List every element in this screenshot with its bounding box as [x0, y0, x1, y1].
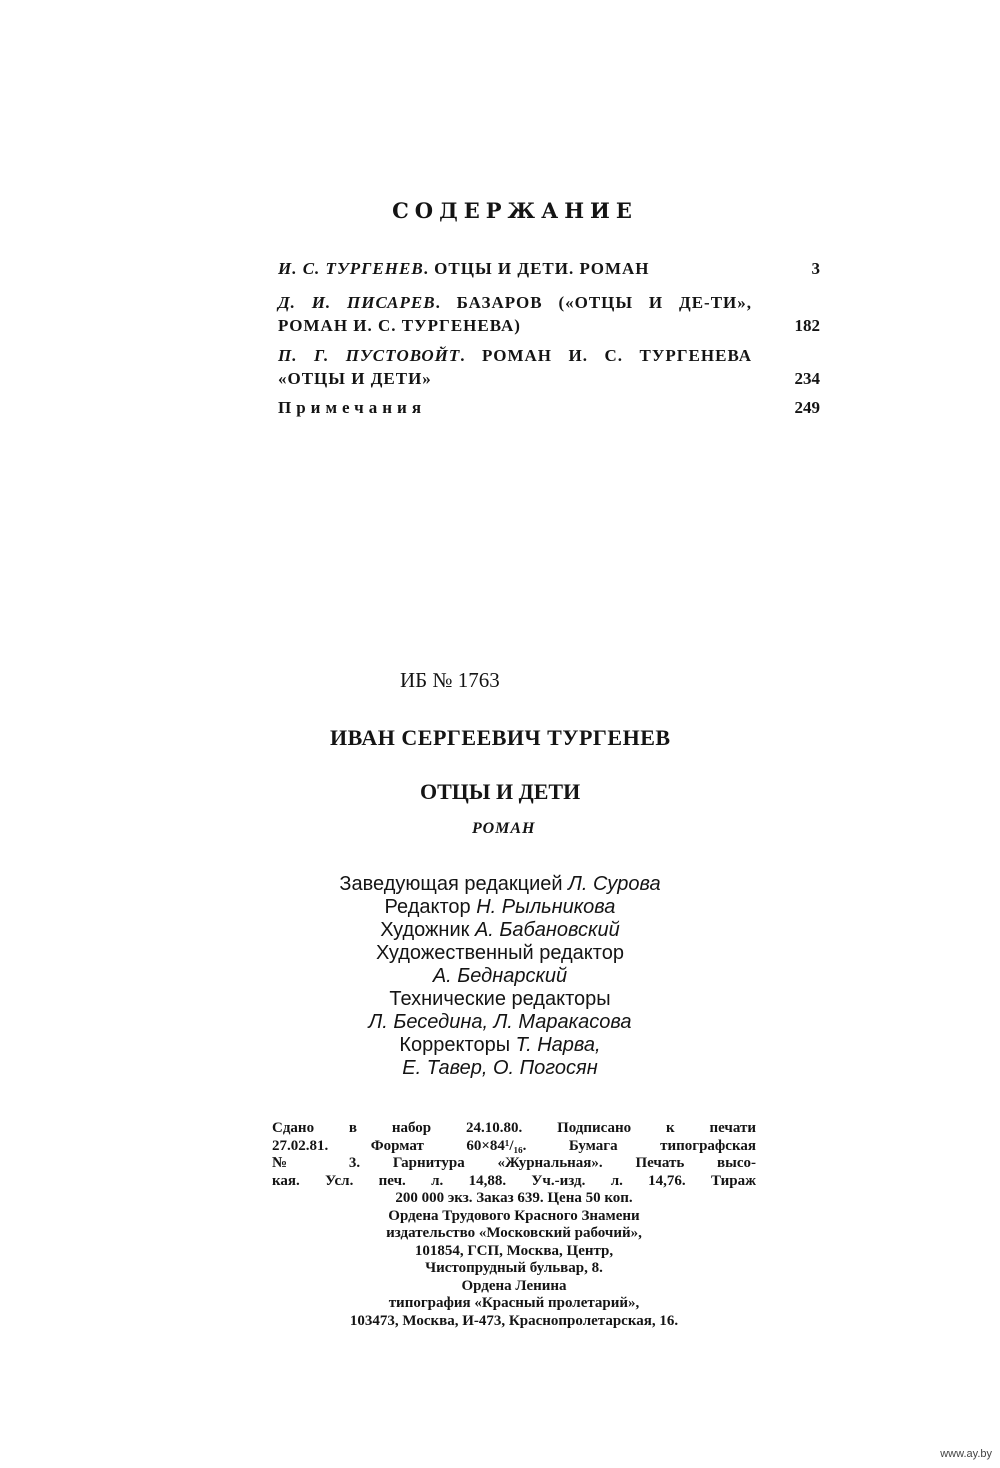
toc-entry-author: Д. И. ПИСАРЕВ	[278, 293, 436, 312]
toc-entry-title: . РОМАН И. С. ТУРГЕНЕВА «ОТЦЫ И ДЕТИ»	[278, 346, 752, 388]
toc-entry-4	[278, 396, 822, 419]
book-genre: РОМАН	[472, 820, 536, 837]
imprint-line: Сдано в набор 24.10.80. Подписано к печати	[272, 1120, 756, 1136]
toc-entry-title: Примечания	[278, 398, 427, 417]
imprint-line: Ордена Ленина	[461, 1277, 567, 1294]
imprint-line: Ордена Трудового Красного Знамени	[388, 1207, 640, 1224]
ib-number: ИБ № 1763	[400, 668, 500, 692]
credit-correctors-names: Е. Тавер, О. Погосян	[402, 1057, 598, 1079]
imprint-line: 200 000 экз. Заказ 639. Цена 50 коп.	[395, 1190, 633, 1206]
toc-entry-author: П. Г. ПУСТОВОЙТ	[278, 346, 461, 365]
credit-art-editor-role: Художественный редактор	[376, 942, 624, 964]
toc-heading: СОДЕРЖАНИЕ	[392, 198, 638, 223]
imprint-line: типография «Красный пролетарий»,	[388, 1295, 640, 1311]
toc-entry-title: . БАЗАРОВ («ОТЦЫ И ДЕ-ТИ», РОМАН И. С. ТУРГЕНЕВА)	[278, 293, 753, 335]
credit-tech-editors-role: Технические редакторы	[389, 988, 611, 1010]
credit-art-editor-name: А. Беднарский	[432, 965, 568, 987]
toc-entry-3	[278, 344, 822, 390]
toc-entry-page: 3	[811, 259, 820, 278]
toc-entry-page: 234	[794, 369, 820, 388]
toc-entry-page: 249	[794, 398, 820, 417]
credit-artist: Художник А. Бабановский	[380, 919, 620, 941]
imprint-line: 103473, Москва, И-473, Краснопролетарская, 16.	[349, 1312, 679, 1329]
imprint-block	[272, 1120, 756, 1330]
imprint-line: № 3. Гарнитура «Журнальная». Печать высо-	[272, 1155, 756, 1171]
toc-entry-title: . ОТЦЫ И ДЕТИ. РОМАН	[423, 259, 650, 278]
book-title: ОТЦЫ И ДЕТИ	[420, 779, 581, 804]
credit-editor: Редактор Н. Рыльникова	[384, 896, 616, 918]
credit-correctors: Корректоры Т. Нарва,	[399, 1034, 601, 1056]
toc-entry-2	[278, 291, 822, 337]
imprint-line: 27.02.81. Формат 60×84¹/₁₆. Бумага типографская	[272, 1137, 756, 1154]
book-author: ИВАН СЕРГЕЕВИЧ ТУРГЕНЕВ	[330, 725, 671, 750]
watermark: www.ay.by	[940, 1448, 992, 1460]
imprint-line: кая. Усл. печ. л. 14,88. Уч.-изд. л. 14,76. Тираж	[272, 1172, 756, 1189]
credit-tech-editors-names: Л. Беседина, Л. Маракасова	[368, 1011, 632, 1033]
toc-entry-1	[278, 257, 822, 280]
imprint-line: Чистопрудный бульвар, 8.	[425, 1260, 603, 1276]
toc-entry-author: И. С. ТУРГЕНЕВ	[278, 259, 424, 278]
imprint-line: издательство «Московский рабочий»,	[386, 1225, 642, 1241]
toc-entry-page: 182	[794, 316, 820, 335]
imprint-line: 101854, ГСП, Москва, Центр,	[414, 1242, 614, 1259]
credit-head-editor: Заведующая редакцией Л. Сурова	[339, 873, 661, 895]
credits-block	[290, 873, 710, 1080]
